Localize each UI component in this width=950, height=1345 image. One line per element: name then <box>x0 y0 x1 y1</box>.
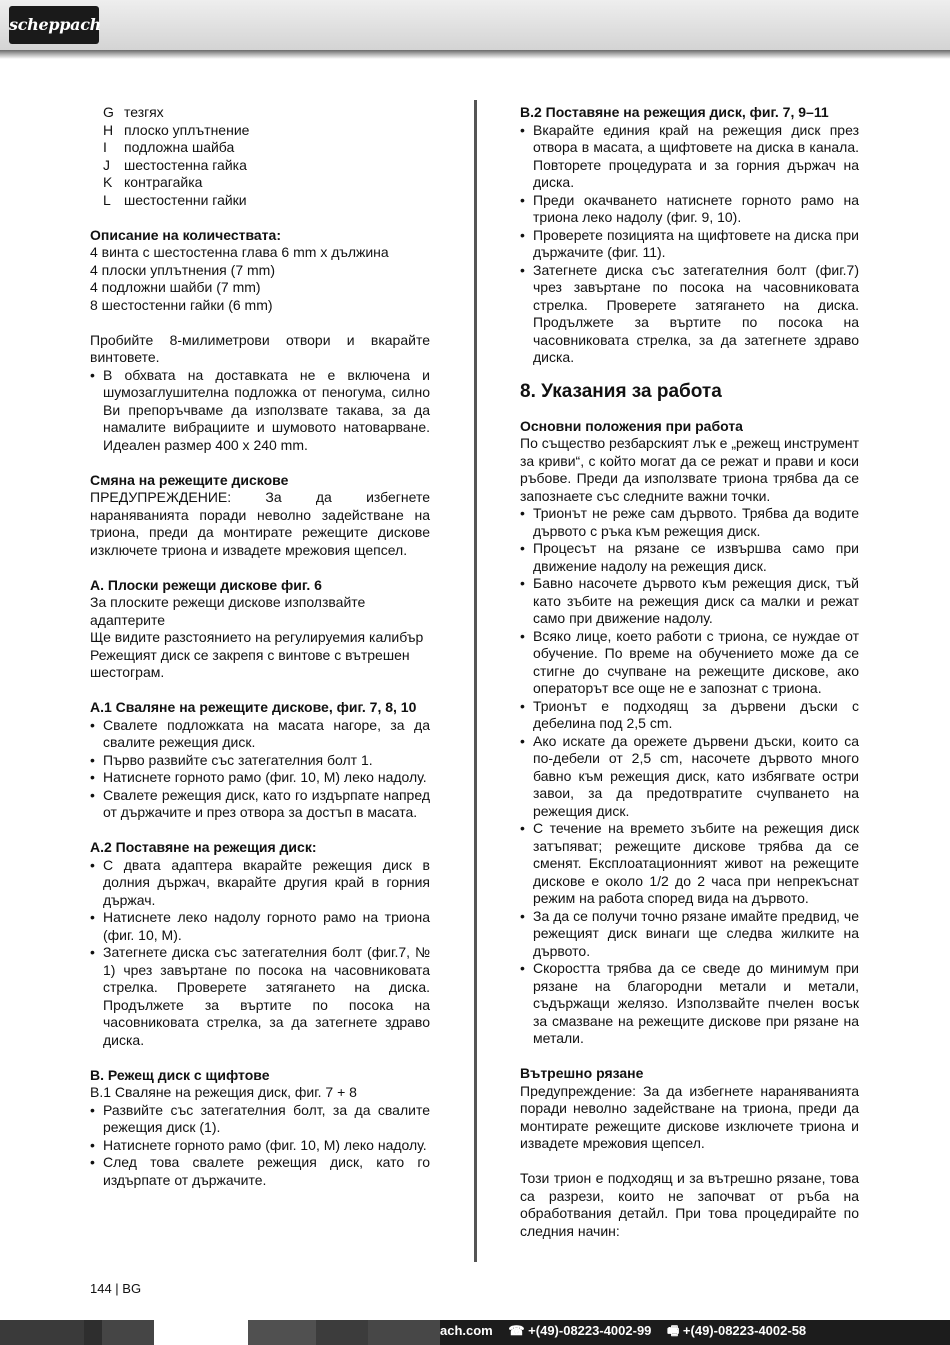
bullet-item: • Преди окачването натиснете горното рамо на триона леко надолу (фиг. 9, 10). <box>520 191 859 225</box>
bullet-item: • Ако искате да орежете дървени дъски, които са по-дебели от 2,5 cm, насочете дървото много бавно към режещия диск, като избягвате остри завои, за да предотвратите счупването на режещия диск. <box>520 732 859 819</box>
parts-item: J шестостенна гайка <box>103 156 247 173</box>
bullet-item: • Трионът не реже сам дървото. Трябва да водите дървото с ръка към режещия диск. <box>520 505 859 539</box>
bullet-item: • Вкарайте единия край на режещия диск през отвора в масата, а щифтовете на диска в канала. Повторете процедурата и за горния държач на диска. <box>520 121 859 190</box>
footer-contact <box>440 1322 818 1340</box>
parts-item: K контрагайка <box>103 174 203 190</box>
header-bar <box>0 0 950 50</box>
quantities-line: 8 шестостенни гайки (6 mm) <box>90 296 273 313</box>
bullet-item: • Бавно насочете дървото към режещия диск, тъй като зъбите на режещия диск са малки и режат само при движение надолу. <box>520 575 859 626</box>
bullet-item: • Свалете подложката на масата нагоре, за да свалите режещия диск. <box>90 716 430 750</box>
bullet-item: • Процесът на рязане се извършва само при движение надолу на режещия диск. <box>520 540 859 574</box>
bullet-item: • Свалете режещия диск, като го издърпате напред от държачите и през отвора за достъп в масата. <box>90 786 430 820</box>
parts-list <box>90 104 430 209</box>
column-divider <box>474 100 477 1262</box>
bullet-item: • Затегнете диска със затегателния болт (фиг.7, № 1) чрез завъртане по посока на часовниковата стрелка. Проверете затягането на диска. Продължете за въртите по посока на часовниковата стрелка, за да затегнете здраво диска. <box>90 944 430 1048</box>
change-warning: ПРЕДУПРЕЖДЕНИЕ: За да избегнете нараняванията поради неволно задействане на триона, преди да монтирате режещите дискове изключете триона и извадете мрежовия щепсел. <box>90 489 430 558</box>
quantities-line: 4 винта с шестостенна глава 6 mm x дължина <box>90 244 389 260</box>
parts-item: L шестостенни гайки <box>103 191 247 208</box>
bullet-item: • Затегнете диска със затегателния болт (фиг.7) чрез завъртане по посока на часовниковата стрелка. Проверете затягането на диска. Продължете за въртите по посока на часовниковата стрелка, за да затегнете здраво диска. <box>520 261 859 365</box>
section-8-subheading: Основни положения при работа <box>520 417 743 434</box>
internal-cut-text: Този трион е подходящ и за вътрешно рязане, това са разрези, които не започват от ръба на обработвания детайл. При това процедирайте по следния начин: <box>520 1170 859 1239</box>
section-a-line: За плоските режещи дискове използвайте адаптерите <box>90 594 366 628</box>
bullet-dot: • <box>90 366 95 383</box>
quantities-line: 4 плоски уплътнения (7 mm) <box>90 261 275 278</box>
header-shadow <box>0 50 950 59</box>
section-b-subheading: В.1 Сваляне на режещия диск, фиг. 7 + 8 <box>90 1084 357 1100</box>
page-number: 144 | BG <box>90 1281 142 1296</box>
section-8-title: 8. Указания за работа <box>520 380 722 402</box>
section-8-intro: По същество резбарският лък е „режещ инструмент за криви“, с който могат да се режат и прави и коси ръбове. Преди да използвате триона трябва да се запознаете със следните важни точки. <box>520 435 859 504</box>
left-column <box>90 104 430 1189</box>
bullet-item: • С двата адаптера вкарайте режещия диск в долния държач, вкарайте другия край в горния държач. <box>90 856 430 908</box>
right-column <box>520 104 859 1240</box>
bullet-item: • С течение на времето зъбите на режещия диск затъпяват; режещите дискове трябва да се сменят. Експлоатационният живот на режещите дискове е около 1/2 до 2 часа при непрекъснат режим на работа според вида на дървото. <box>520 820 859 906</box>
parts-item: H плоско уплътнение <box>103 121 250 138</box>
bullet-item: • Проверете позицията на щифтовете на диска при държачите (фиг. 11). <box>520 226 859 260</box>
parts-item: I подложна шайба <box>103 139 235 155</box>
footer-website[interactable]: ach.com <box>440 1323 493 1338</box>
section-a1-heading: А.1 Сваляне на режещите дискове, фиг. 7, 8, 10 <box>90 699 417 715</box>
bullet-item: • Развийте със затегателния болт, за да свалите режещия диск (1). <box>90 1101 430 1135</box>
change-heading: Смяна на режещите дискове <box>90 471 289 488</box>
brand-logo: scheppach <box>9 6 99 44</box>
section-a2-heading: А.2 Поставяне на режещия диск: <box>90 839 317 855</box>
bullet-item: • Скоростта трябва да се сведе до минимум при рязане на благородни метали и метали, съдържащи желязо. Използвайте пчелен восък за смазване на режещите дискове при рязане на метали. <box>520 960 859 1046</box>
bullet-item: • В обхвата на доставката не е включена и шумозаглушителна подложка от пеногума, силно Ви препоръчваме да използвате такава, за да намалите вибрациите и шумовото натоварване. Идеален размер 400 x 240 mm. <box>90 366 430 453</box>
bullet-item: • Натиснете леко надолу горното рамо на триона (фиг. 10, M). <box>90 909 430 943</box>
bullet-item: • Натиснете горното рамо (фиг. 10, M) леко надолу. <box>90 769 427 785</box>
parts-item: G тезгях <box>103 104 164 120</box>
internal-cut-warning: Предупреждение: За да избегнете нараняванията поради неволно задействане на триона, преди да монтирате режещите дискове изключете триона и извадете мрежовия щепсел. <box>520 1082 859 1151</box>
bullet-item: • След това свалете режещия диск, като го издърпате от държачите. <box>90 1154 430 1188</box>
bullet-item: • Трионът е подходящ за дървени дъски с дебелина под 2,5 cm. <box>520 697 859 731</box>
section-a-line: Ще видите разстоянието на регулируемия калибър <box>90 629 424 645</box>
bullet-item: • За да се получи точно рязане имайте предвид, че режещият диск винаги ще следва жилките на дървото. <box>520 907 859 959</box>
quantities-line: 4 подложни шайби (7 mm) <box>90 279 261 295</box>
section-a-heading: А. Плоски режещи дискове фиг. 6 <box>90 576 322 593</box>
footer-phone: ☎ +(49)-08223-4002-99 <box>508 1323 652 1338</box>
section-b2-heading: В.2 Поставяне на режещия диск, фиг. 7, 9–11 <box>520 104 829 120</box>
drill-paragraph: Пробийте 8-милиметрови отвори и вкарайте винтовете. <box>90 331 430 365</box>
section-a-line: Режещият диск се закрепя с винтове с вътрешен шестограм. <box>90 646 410 680</box>
section-b-heading: В. Режещ диск с щифтове <box>90 1066 270 1083</box>
bullet-item: • Всяко лице, което работи с триона, се нуждае от обучение. По време на обучението може да се стигне до счупване на режещите дискове, ако операторът все още не е запознат с триона. <box>520 627 859 696</box>
footer-fax: 🖷 +(49)-08223-4002-58 <box>667 1323 807 1338</box>
internal-cut-heading: Вътрешно рязане <box>520 1065 644 1081</box>
quantities-heading: Описание на количествата: <box>90 226 281 243</box>
bullet-item: • Натиснете горното рамо (фиг. 10, M) леко надолу. <box>90 1136 427 1153</box>
bullet-item: • Първо развийте със затегателния болт 1. <box>90 751 373 768</box>
